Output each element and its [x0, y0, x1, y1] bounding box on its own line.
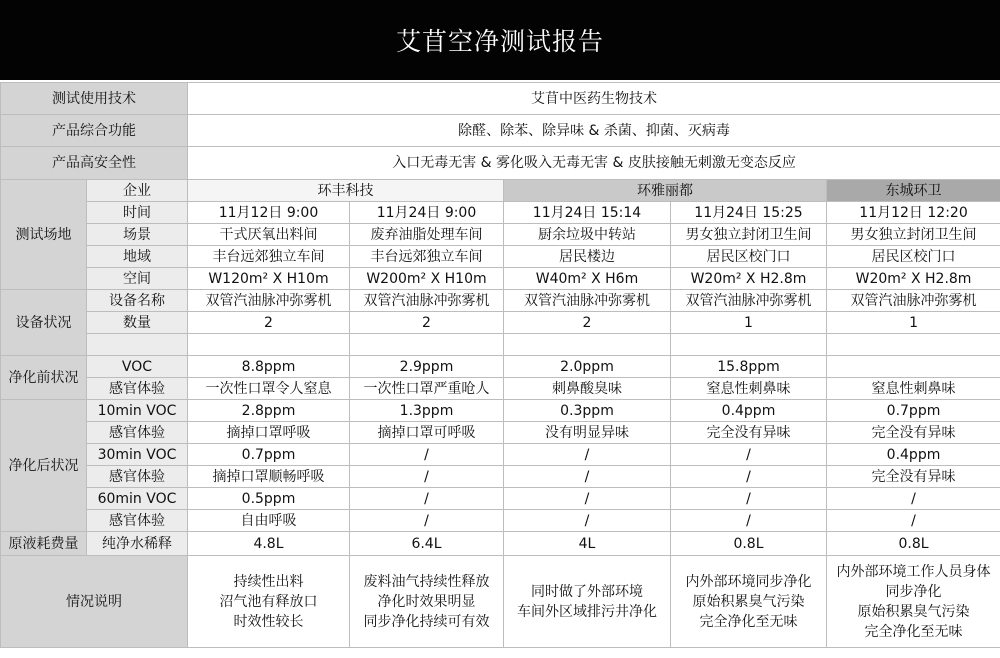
table-cell: 完全没有异味: [671, 422, 827, 444]
company-header: 环丰科技: [188, 180, 504, 202]
notes-line: 完全净化至无味: [864, 623, 963, 640]
notes-cell: [504, 556, 671, 648]
row-label: 设备名称: [87, 290, 188, 312]
table-cell: 摘掉口罩顺畅呼吸: [188, 466, 350, 488]
table-cell: 6.4L: [350, 532, 504, 556]
row-label: 情况说明: [1, 556, 188, 648]
table-row: [1, 488, 1000, 510]
table-cell: 双管汽油脉冲弥雾机: [350, 290, 504, 312]
company-header: 环雅丽都: [504, 180, 827, 202]
table-row: [1, 290, 1000, 312]
notes-line: 原始积累臭气污染: [857, 603, 970, 620]
row-label: 60min VOC: [87, 488, 188, 510]
row-label: 产品高安全性: [1, 147, 188, 180]
table-cell: /: [350, 488, 504, 510]
table-cell: 2.9ppm: [350, 356, 504, 378]
table-cell: /: [827, 510, 1000, 532]
table-cell: 居民楼边: [504, 246, 671, 268]
table-row: [1, 378, 1000, 400]
table-row: [1, 246, 1000, 268]
notes-line: 净化时效果明显: [377, 593, 476, 610]
table-row: [1, 510, 1000, 532]
table-cell: 4L: [504, 532, 671, 556]
notes-line: 内外部环境工作人员身体: [836, 563, 991, 580]
table-cell: 男女独立封闭卫生间: [827, 224, 1000, 246]
table-cell: 2: [350, 312, 504, 334]
row-label: VOC: [87, 356, 188, 378]
row-label: 测试使用技术: [1, 83, 188, 115]
table-cell: 干式厌氧出料间: [188, 224, 350, 246]
table-row: [1, 532, 1000, 556]
row-label: 10min VOC: [87, 400, 188, 422]
notes-line: 废料油气持续性释放: [363, 573, 490, 590]
table-row: [1, 147, 1000, 180]
notes-cell: [188, 556, 350, 648]
company-header: 东城环卫: [827, 180, 1000, 202]
table-cell: [827, 356, 1000, 378]
table-cell: 11月24日 15:14: [504, 202, 671, 224]
table-cell: 居民区校门口: [671, 246, 827, 268]
notes-line: 原始积累臭气污染: [692, 593, 805, 610]
table-row: [1, 115, 1000, 147]
table-row: [1, 224, 1000, 246]
row-value: 艾苜中医药生物技术: [188, 83, 1000, 115]
table-cell: 2.0ppm: [504, 356, 671, 378]
notes-line: 同时做了外部环境: [531, 583, 643, 600]
notes-cell: [827, 556, 1000, 648]
table-cell: W20m² X H2.8m: [827, 268, 1000, 290]
table-cell: 0.4ppm: [671, 400, 827, 422]
section-label-site: 测试场地: [1, 180, 87, 290]
section-label-device: 设备状况: [1, 290, 87, 356]
table-row: [1, 466, 1000, 488]
table-cell: 居民区校门口: [827, 246, 1000, 268]
table-cell: /: [350, 510, 504, 532]
table-cell: 11月12日 9:00: [188, 202, 350, 224]
table-cell: 0.5ppm: [188, 488, 350, 510]
row-label: 产品综合功能: [1, 115, 188, 147]
table-cell: /: [827, 488, 1000, 510]
table-cell: 摘掉口罩可呼吸: [350, 422, 504, 444]
table-row: [1, 556, 1000, 648]
row-label: 地域: [87, 246, 188, 268]
empty-cell: [827, 334, 1000, 356]
table-cell: 2: [504, 312, 671, 334]
row-sublabel: 纯净水稀释: [87, 532, 188, 556]
table-cell: 11月12日 12:20: [827, 202, 1000, 224]
table-cell: 双管汽油脉冲弥雾机: [671, 290, 827, 312]
table-cell: 双管汽油脉冲弥雾机: [188, 290, 350, 312]
row-label: 感官体验: [87, 378, 188, 400]
table-cell: 0.7ppm: [827, 400, 1000, 422]
table-cell: 0.7ppm: [188, 444, 350, 466]
table-cell: 完全没有异味: [827, 422, 1000, 444]
table-cell: 11月24日 9:00: [350, 202, 504, 224]
table-cell: 窒息性刺鼻味: [827, 378, 1000, 400]
table-row: [1, 422, 1000, 444]
table-cell: 男女独立封闭卫生间: [671, 224, 827, 246]
table-cell: 完全没有异味: [827, 466, 1000, 488]
table-cell: 一次性口罩令人窒息: [188, 378, 350, 400]
notes-line: 时效性较长: [233, 613, 304, 630]
table-cell: /: [504, 444, 671, 466]
table-cell: 0.8L: [827, 532, 1000, 556]
table-cell: 丰台远郊独立车间: [350, 246, 504, 268]
notes-line: 同步净化: [885, 583, 942, 600]
empty-cell: [188, 334, 350, 356]
table-cell: 1: [671, 312, 827, 334]
notes-line: 完全净化至无味: [699, 613, 798, 630]
table-cell: 4.8L: [188, 532, 350, 556]
table-row: [1, 444, 1000, 466]
table-cell: 1.3ppm: [350, 400, 504, 422]
table-row: [1, 334, 1000, 356]
section-label-after: 净化后状况: [1, 400, 87, 532]
table-cell: 刺鼻酸臭味: [504, 378, 671, 400]
table-cell: 0.4ppm: [827, 444, 1000, 466]
table-cell: W40m² X H6m: [504, 268, 671, 290]
row-value: 入口无毒无害 & 雾化吸入无毒无害 & 皮肤接触无刺激无变态反应: [188, 147, 1000, 180]
table-cell: 一次性口罩严重呛人: [350, 378, 504, 400]
table-cell: /: [504, 488, 671, 510]
table-cell: 2.8ppm: [188, 400, 350, 422]
row-label: 空间: [87, 268, 188, 290]
table-cell: W20m² X H2.8m: [671, 268, 827, 290]
notes-line: 内外部环境同步净化: [685, 573, 812, 590]
table-cell: 0.8L: [671, 532, 827, 556]
table-cell: 2: [188, 312, 350, 334]
column-label: 企业: [87, 180, 188, 202]
table-row: [1, 202, 1000, 224]
notes-cell: [350, 556, 504, 648]
empty-cell: [671, 334, 827, 356]
table-cell: 双管汽油脉冲弥雾机: [504, 290, 671, 312]
row-label: 感官体验: [87, 422, 188, 444]
table-cell: 8.8ppm: [188, 356, 350, 378]
table-row: [1, 312, 1000, 334]
table-cell: 15.8ppm: [671, 356, 827, 378]
row-label: 时间: [87, 202, 188, 224]
table-cell: 双管汽油脉冲弥雾机: [827, 290, 1000, 312]
empty-cell: [350, 334, 504, 356]
empty-cell: [504, 334, 671, 356]
table-cell: /: [504, 510, 671, 532]
row-label: 数量: [87, 312, 188, 334]
row-value: 除醛、除苯、除异味 & 杀菌、抑菌、灭病毒: [188, 115, 1000, 147]
notes-cell: [671, 556, 827, 648]
table-cell: W120m² X H10m: [188, 268, 350, 290]
table-cell: 0.3ppm: [504, 400, 671, 422]
section-label-before: 净化前状况: [1, 356, 87, 400]
notes-line: 车间外区域排污井净化: [517, 603, 657, 620]
report-table: [0, 82, 1000, 648]
table-cell: /: [504, 466, 671, 488]
table-cell: /: [350, 466, 504, 488]
empty-cell: [87, 334, 188, 356]
table-row: [1, 268, 1000, 290]
table-cell: /: [671, 444, 827, 466]
table-cell: /: [350, 444, 504, 466]
notes-line: 沼气池有释放口: [219, 593, 318, 610]
table-row: [1, 356, 1000, 378]
table-cell: 没有明显异味: [504, 422, 671, 444]
table-row: [1, 400, 1000, 422]
table-cell: /: [671, 488, 827, 510]
table-cell: 自由呼吸: [188, 510, 350, 532]
table-cell: /: [671, 466, 827, 488]
table-cell: 1: [827, 312, 1000, 334]
table-cell: 11月24日 15:25: [671, 202, 827, 224]
table-cell: /: [671, 510, 827, 532]
row-label: 30min VOC: [87, 444, 188, 466]
table-row: [1, 83, 1000, 115]
table-row: [1, 180, 1000, 202]
row-label: 感官体验: [87, 466, 188, 488]
row-label: 场景: [87, 224, 188, 246]
table-cell: 窒息性刺鼻味: [671, 378, 827, 400]
table-cell: 摘掉口罩呼吸: [188, 422, 350, 444]
notes-line: 持续性出料: [233, 573, 304, 590]
table-cell: 废弃油脂处理车间: [350, 224, 504, 246]
table-cell: 厨余垃圾中转站: [504, 224, 671, 246]
row-label: 原液耗费量: [1, 532, 87, 556]
row-label: 感官体验: [87, 510, 188, 532]
report-title: 艾苜空净测试报告: [0, 0, 1000, 80]
table-cell: 丰台远郊独立车间: [188, 246, 350, 268]
notes-line: 同步净化持续可有效: [363, 613, 490, 630]
table-cell: W200m² X H10m: [350, 268, 504, 290]
